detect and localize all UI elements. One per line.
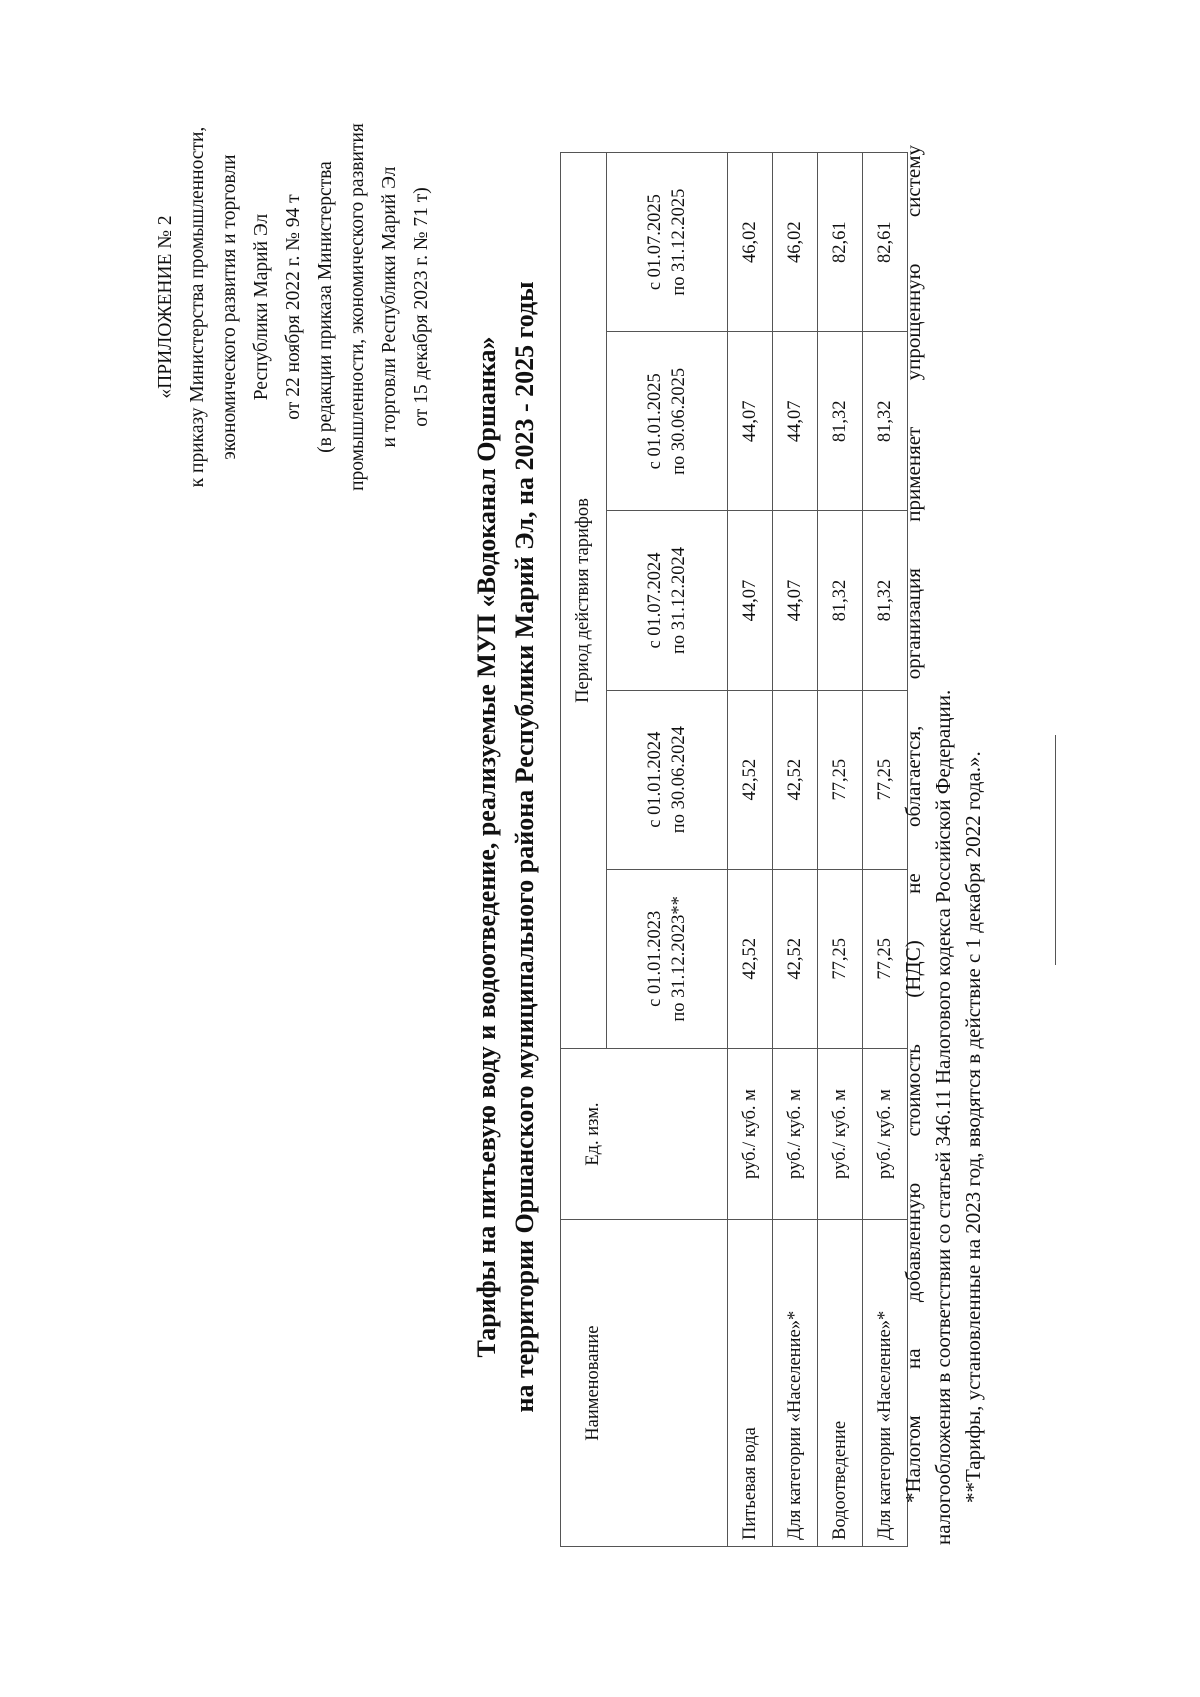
row-value: 77,25 (818, 869, 863, 1048)
period-to: по 30.06.2025 (669, 367, 689, 475)
row-value: 42,52 (773, 690, 818, 869)
period-header (607, 153, 728, 332)
appendix-line: от 15 декабря 2023 г. № 71 т) (411, 187, 432, 427)
period-from: с 01.07.2024 (645, 552, 665, 649)
appendix-line: и торговли Республики Марий Эл (379, 166, 400, 448)
footnote-vat: *Налогом на добавленную стоимость (НДС) не облагается, организация применяет упрощенную систему (901, 145, 925, 1503)
row-value: 81,32 (863, 332, 908, 511)
period-to: по 31.12.2025 (669, 188, 689, 296)
title-line-1: Тарифы на питьевую воду и водоотведение, реализуемые МУП «Водоканал Оршанка» (472, 336, 501, 1358)
row-value: 44,07 (728, 511, 773, 690)
period-from: с 01.07.2025 (645, 194, 665, 291)
row-value: 77,25 (863, 690, 908, 869)
period-from: с 01.01.2023 (645, 910, 665, 1007)
row-value: 44,07 (773, 332, 818, 511)
row-name: Питьевая вода (728, 1220, 773, 1547)
period-header (607, 869, 728, 1048)
period-from: с 01.01.2025 (645, 373, 665, 470)
title-line-2: на территории Оршанского муниципального района Республики Марий Эл, на 2023 - 2025 годы (510, 281, 539, 1413)
row-value: 46,02 (773, 153, 818, 332)
table-row (728, 153, 773, 1547)
row-value: 82,61 (863, 153, 908, 332)
period-header (607, 690, 728, 869)
row-value: 81,32 (818, 511, 863, 690)
appendix-line: промышленности, экономического развития (347, 123, 368, 491)
table-row (818, 153, 863, 1547)
appendix-line: к приказу Министерства промышленности, (187, 126, 208, 488)
footnotes (898, 145, 988, 1545)
period-from: с 01.01.2024 (645, 731, 665, 828)
row-value: 42,52 (773, 869, 818, 1048)
document-title (468, 157, 544, 1537)
tariffs-table (560, 152, 908, 1547)
row-value: 81,32 (818, 332, 863, 511)
period-header (607, 511, 728, 690)
table-header-row (561, 153, 607, 1547)
header-name: Наименование (561, 1220, 728, 1547)
row-value: 42,52 (728, 690, 773, 869)
row-value: 44,07 (773, 511, 818, 690)
row-unit: руб./ куб. м (818, 1048, 863, 1219)
row-name: Для категории «Население»* (863, 1220, 908, 1547)
header-period: Период действия тарифов (561, 153, 607, 1049)
table-row (773, 153, 818, 1547)
row-value: 42,52 (728, 869, 773, 1048)
period-to: по 31.12.2023** (669, 896, 689, 1022)
appendix-line: (в редакции приказа Министерства (315, 161, 336, 453)
appendix-line: «ПРИЛОЖЕНИЕ № 2 (155, 215, 176, 399)
footnote-tariff-date: **Тарифы, установленные на 2023 год, вводятся в действие с 1 декабря 2022 года.». (961, 751, 985, 1503)
header-unit: Ед. изм. (561, 1048, 728, 1219)
period-to: по 31.12.2024 (669, 546, 689, 655)
appendix-line: экономического развития и торговли (219, 154, 240, 460)
row-value: 44,07 (728, 332, 773, 511)
row-value: 77,25 (818, 690, 863, 869)
separator-line (1055, 735, 1056, 965)
appendix-block (150, 57, 438, 557)
appendix-line: Республики Марий Эл (251, 213, 272, 401)
row-name: Водоотведение (818, 1220, 863, 1547)
footnote-vat-continued: налогообложения в соответствии со статьей 346.11 Налогового кодекса Российской Федерации. (931, 689, 955, 1545)
row-unit: руб./ куб. м (863, 1048, 908, 1219)
row-name: Для категории «Население»* (773, 1220, 818, 1547)
row-unit: руб./ куб. м (773, 1048, 818, 1219)
period-header (607, 332, 728, 511)
period-to: по 30.06.2024 (669, 726, 689, 834)
row-value: 82,61 (818, 153, 863, 332)
row-value: 46,02 (728, 153, 773, 332)
appendix-line: от 22 ноября 2022 г. № 94 т (283, 194, 304, 420)
row-value: 77,25 (863, 869, 908, 1048)
row-value: 81,32 (863, 511, 908, 690)
row-unit: руб./ куб. м (728, 1048, 773, 1219)
